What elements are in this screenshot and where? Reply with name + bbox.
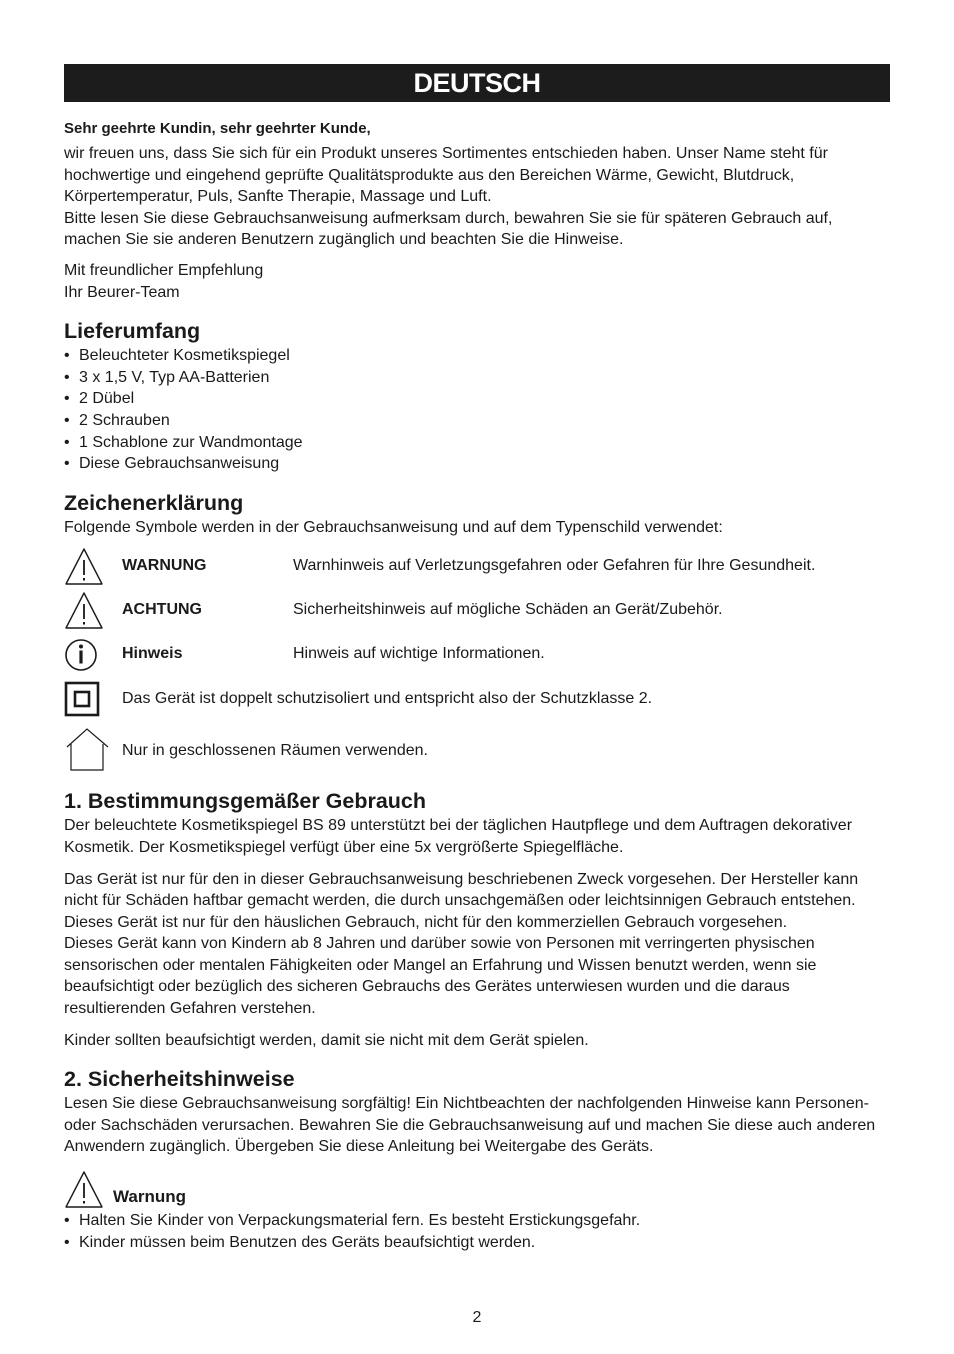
warning-triangle-icon bbox=[64, 547, 104, 587]
double-insulation-icon bbox=[64, 681, 104, 721]
section-1-paragraph: Das Gerät ist nur für den in dieser Gebrauchsanweisung beschriebenen Zweck vorgesehen. Der Hersteller kann nicht für Schäden haftbar gemacht werden, die durch unsachgemäßen oder leichtsinnigen Gebrauch entstehen. bbox=[64, 870, 859, 910]
symbol-description: Warnhinweis auf Verletzungsgefahren oder Gefahren für Ihre Gesundheit. bbox=[293, 557, 816, 575]
symbol-row-schutzklasse bbox=[64, 677, 890, 727]
symbol-row-achtung bbox=[64, 591, 890, 635]
info-circle-icon bbox=[64, 635, 104, 675]
section-1-paragraph: Dieses Gerät kann von Kindern ab 8 Jahren und darüber sowie von Personen mit verringerten physischen sensorischen oder mentalen Fähigkeiten oder Mangel an Erfahrung und Wissen benutzt werden, wenn sie beaufsichtigt oder bezüglich des sicheren Gebrauchs des Gerätes unterwiesen wurden und die daraus resultierenden Gefahren verstehen. bbox=[64, 935, 817, 1018]
symbol-description: Nur in geschlossenen Räumen verwenden. bbox=[122, 742, 428, 760]
symbol-description: Das Gerät ist doppelt schutzisoliert und entspricht also der Schutzklasse 2. bbox=[122, 690, 653, 708]
symbol-term: Hinweis bbox=[122, 645, 183, 663]
section-1-paragraph: Kinder sollten beaufsichtigt werden, damit sie nicht mit dem Gerät spielen. bbox=[64, 1031, 589, 1049]
intro-paragraph-1: wir freuen uns, dass Sie sich für ein Produkt unseres Sortimentes entschieden haben. Unser Name steht für hochwertige und eingehend geprüfte Qualitätsprodukte aus den Bereichen Wärme, Gewicht, Blutdruck, Körpertemperatur, Puls, Sanfte Therapie, Massage und Luft. bbox=[64, 145, 828, 206]
list-item: • Halten Sie Kinder von Verpackungsmaterial fern. Es besteht Erstickungsgefahr. bbox=[64, 1210, 890, 1232]
warning-triangle-icon bbox=[64, 1170, 104, 1210]
zeichen-intro: Folgende Symbole werden in der Gebrauchsanweisung und auf dem Typenschild verwendet: bbox=[64, 518, 723, 536]
house-icon bbox=[64, 727, 110, 773]
symbol-description: Hinweis auf wichtige Informationen. bbox=[293, 645, 545, 663]
language-banner: DEUTSCH bbox=[64, 64, 890, 102]
symbol-term: WARNUNG bbox=[122, 557, 207, 575]
list-item: • Kinder müssen beim Benutzen des Geräts beaufsichtigt werden. bbox=[64, 1232, 890, 1254]
symbol-row-indoor bbox=[64, 727, 890, 777]
lieferumfang-heading: Lieferumfang bbox=[64, 319, 201, 344]
warning-triangle-icon bbox=[64, 591, 104, 631]
page-content bbox=[64, 118, 890, 1253]
list-item: • 2 Dübel bbox=[64, 388, 890, 410]
warning-label: Warnung bbox=[113, 1187, 187, 1207]
symbol-description: Sicherheitshinweis auf mögliche Schäden an Gerät/Zubehör. bbox=[293, 601, 723, 619]
list-item: • Diese Gebrauchsanweisung bbox=[64, 453, 890, 475]
list-item: • 2 Schrauben bbox=[64, 410, 890, 432]
symbol-term: ACHTUNG bbox=[122, 601, 202, 619]
list-item: • Beleuchteter Kosmetikspiegel bbox=[64, 345, 890, 367]
salutation: Sehr geehrte Kundin, sehr geehrter Kunde, bbox=[64, 120, 371, 137]
intro-paragraph-2: Bitte lesen Sie diese Gebrauchsanweisung aufmerksam durch, bewahren Sie sie für späteren Gebrauch auf, machen Sie sie anderen Benutzern zugänglich und beachten Sie die Hinweise. bbox=[64, 209, 833, 249]
closing-line-1: Mit freundlicher Empfehlung bbox=[64, 261, 264, 279]
closing-line-2: Ihr Beurer-Team bbox=[64, 283, 180, 301]
section-1-paragraph: Dieses Gerät ist nur für den häuslichen Gebrauch, nicht für den kommerziellen Gebrauch vorgesehen. bbox=[64, 913, 788, 931]
symbol-row-warnung bbox=[64, 547, 890, 591]
section-1-heading: 1. Bestimmungsgemäßer Gebrauch bbox=[64, 789, 427, 814]
zeichenerklaerung-heading: Zeichenerklärung bbox=[64, 490, 244, 515]
symbol-row-hinweis bbox=[64, 635, 890, 677]
list-item: • 1 Schablone zur Wandmontage bbox=[64, 432, 890, 454]
warning-heading bbox=[64, 1170, 890, 1210]
page-number: 2 bbox=[472, 1309, 482, 1326]
section-2-heading: 2. Sicherheitshinweise bbox=[64, 1067, 295, 1092]
section-2-paragraph: Lesen Sie diese Gebrauchsanweisung sorgfältig! Ein Nichtbeachten der nachfolgenden Hinweise kann Personen- oder Sachschäden verursachen. Bewahren Sie die Gebrauchsanweisung auf und machen Sie diese auch anderen Anwendern zugänglich. Übergeben Sie diese Anleitung bei Weitergabe des Geräts. bbox=[64, 1095, 876, 1156]
list-item: • 3 x 1,5 V, Typ AA-Batterien bbox=[64, 367, 890, 389]
section-1-paragraph: Der beleuchtete Kosmetikspiegel BS 89 unterstützt bei der täglichen Hautpflege und dem Auftragen dekorativer Kosmetik. Der Kosmetikspiegel verfügt über eine 5x vergrößerte Spiegelfläche. bbox=[64, 817, 853, 856]
symbol-table bbox=[64, 547, 890, 777]
warning-list bbox=[64, 1210, 890, 1253]
lieferumfang-list bbox=[64, 345, 890, 475]
